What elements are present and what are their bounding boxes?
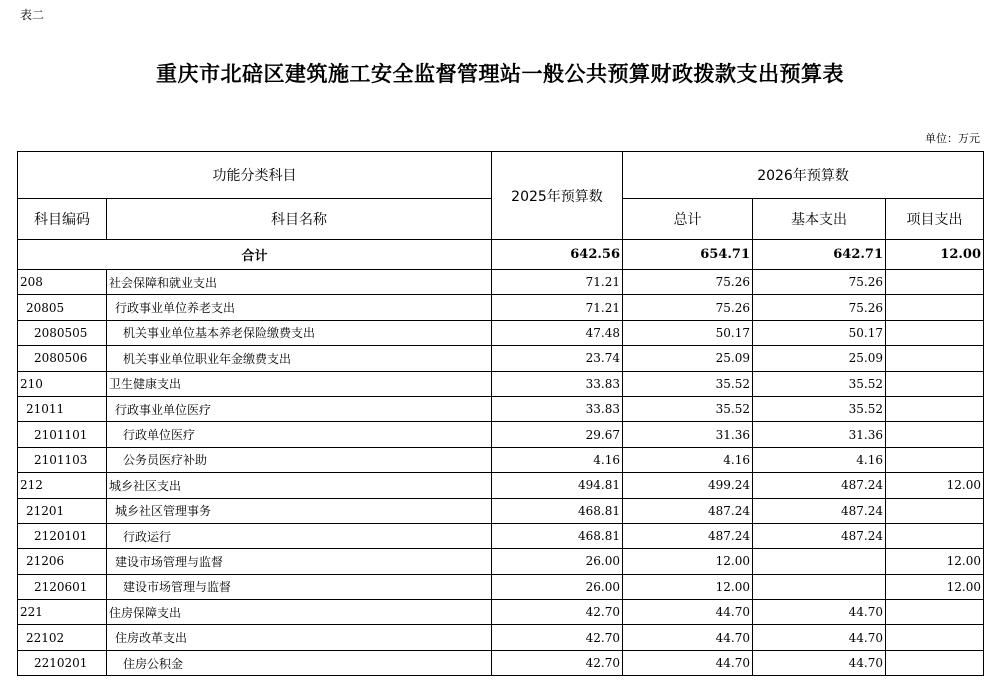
header-budget-2026: 2026年预算数 — [623, 152, 984, 199]
cell-2026-project — [886, 346, 984, 371]
cell-name: 卫生健康支出 — [107, 371, 492, 396]
cell-name: 城乡社区支出 — [107, 473, 492, 498]
cell-2026-basic — [753, 574, 886, 599]
cell-budget-2025: 33.83 — [492, 371, 623, 396]
cell-2026-total: 35.52 — [623, 396, 753, 421]
cell-2026-basic: 487.24 — [753, 523, 886, 548]
cell-name: 机关事业单位职业年金缴费支出 — [107, 346, 492, 371]
cell-code: 2120601 — [18, 574, 107, 599]
page-title: 重庆市北碚区建筑施工安全监督管理站一般公共预算财政拨款支出预算表 — [156, 61, 844, 86]
cell-2026-basic: 487.24 — [753, 473, 886, 498]
cell-2026-basic: 75.26 — [753, 270, 886, 295]
table-row — [18, 295, 984, 320]
cell-2026-project — [886, 523, 984, 548]
cell-code: 21201 — [18, 498, 107, 523]
cell-2026-project — [886, 295, 984, 320]
unit-label: 单位：万元 — [925, 132, 980, 145]
cell-2026-total: 25.09 — [623, 346, 753, 371]
cell-name: 行政运行 — [107, 523, 492, 548]
header-func-category: 功能分类科目 — [18, 152, 492, 199]
cell-budget-2025: 23.74 — [492, 346, 623, 371]
cell-2026-project — [886, 498, 984, 523]
header-code: 科目编码 — [18, 199, 107, 240]
cell-code: 221 — [18, 600, 107, 625]
cell-code: 21011 — [18, 396, 107, 421]
cell-2026-project — [886, 396, 984, 421]
cell-2026-total: 12.00 — [623, 574, 753, 599]
cell-2026-basic: 44.70 — [753, 650, 886, 675]
cell-2026-basic: 50.17 — [753, 320, 886, 345]
document-label: 表二 — [20, 8, 45, 22]
header-basic: 基本支出 — [753, 199, 886, 240]
cell-code: 2080506 — [18, 346, 107, 371]
table-row — [18, 523, 984, 548]
table-row — [18, 625, 984, 650]
header-total: 总计 — [623, 199, 753, 240]
table-row — [18, 447, 984, 472]
cell-name: 建设市场管理与监督 — [107, 549, 492, 574]
cell-code: 2080505 — [18, 320, 107, 345]
cell-2026-total: 31.36 — [623, 422, 753, 447]
cell-name: 行政事业单位养老支出 — [107, 295, 492, 320]
cell-code: 21206 — [18, 549, 107, 574]
cell-budget-2025: 33.83 — [492, 396, 623, 421]
cell-2026-total: 44.70 — [623, 650, 753, 675]
cell-2026-project — [886, 320, 984, 345]
cell-code: 2101103 — [18, 447, 107, 472]
cell-budget-2025: 468.81 — [492, 498, 623, 523]
cell-2026-project — [886, 600, 984, 625]
table-row — [18, 498, 984, 523]
total-2026-total: 654.71 — [623, 240, 753, 270]
header-budget-2025: 2025年预算数 — [492, 152, 623, 240]
cell-budget-2025: 71.21 — [492, 295, 623, 320]
header-project: 项目支出 — [886, 199, 984, 240]
cell-budget-2025: 468.81 — [492, 523, 623, 548]
table-row — [18, 371, 984, 396]
cell-budget-2025: 26.00 — [492, 574, 623, 599]
cell-2026-basic: 4.16 — [753, 447, 886, 472]
cell-2026-total: 4.16 — [623, 447, 753, 472]
total-row — [18, 240, 984, 270]
cell-2026-project: 12.00 — [886, 473, 984, 498]
cell-2026-total: 12.00 — [623, 549, 753, 574]
table-row — [18, 320, 984, 345]
cell-code: 2210201 — [18, 650, 107, 675]
cell-2026-total: 50.17 — [623, 320, 753, 345]
cell-2026-project — [886, 650, 984, 675]
table-row — [18, 270, 984, 295]
cell-budget-2025: 47.48 — [492, 320, 623, 345]
table-row — [18, 549, 984, 574]
total-label: 合计 — [18, 240, 492, 270]
table-row — [18, 600, 984, 625]
table-row — [18, 473, 984, 498]
cell-code: 22102 — [18, 625, 107, 650]
cell-name: 公务员医疗补助 — [107, 447, 492, 472]
cell-2026-basic: 44.70 — [753, 600, 886, 625]
cell-budget-2025: 29.67 — [492, 422, 623, 447]
cell-name: 行政事业单位医疗 — [107, 396, 492, 421]
cell-name: 建设市场管理与监督 — [107, 574, 492, 599]
cell-2026-basic: 31.36 — [753, 422, 886, 447]
cell-budget-2025: 494.81 — [492, 473, 623, 498]
cell-budget-2025: 42.70 — [492, 650, 623, 675]
cell-budget-2025: 42.70 — [492, 600, 623, 625]
cell-budget-2025: 42.70 — [492, 625, 623, 650]
cell-2026-project — [886, 625, 984, 650]
cell-name: 城乡社区管理事务 — [107, 498, 492, 523]
cell-2026-basic: 35.52 — [753, 396, 886, 421]
cell-2026-project — [886, 270, 984, 295]
cell-2026-project — [886, 447, 984, 472]
cell-2026-basic: 44.70 — [753, 625, 886, 650]
cell-code: 2120101 — [18, 523, 107, 548]
cell-2026-total: 499.24 — [623, 473, 753, 498]
cell-name: 机关事业单位基本养老保险缴费支出 — [107, 320, 492, 345]
cell-2026-basic: 487.24 — [753, 498, 886, 523]
cell-2026-total: 75.26 — [623, 295, 753, 320]
cell-name: 住房公积金 — [107, 650, 492, 675]
table-row — [18, 422, 984, 447]
cell-code: 208 — [18, 270, 107, 295]
cell-2026-basic — [753, 549, 886, 574]
cell-2026-basic: 25.09 — [753, 346, 886, 371]
cell-code: 2101101 — [18, 422, 107, 447]
total-2026-basic: 642.71 — [753, 240, 886, 270]
cell-code: 212 — [18, 473, 107, 498]
cell-name: 社会保障和就业支出 — [107, 270, 492, 295]
header-name: 科目名称 — [107, 199, 492, 240]
table-row — [18, 396, 984, 421]
cell-2026-project: 12.00 — [886, 574, 984, 599]
cell-2026-project — [886, 371, 984, 396]
cell-code: 210 — [18, 371, 107, 396]
table-row — [18, 346, 984, 371]
cell-2026-total: 487.24 — [623, 498, 753, 523]
cell-2026-project: 12.00 — [886, 549, 984, 574]
cell-name: 住房保障支出 — [107, 600, 492, 625]
cell-2026-basic: 35.52 — [753, 371, 886, 396]
cell-name: 行政单位医疗 — [107, 422, 492, 447]
cell-budget-2025: 71.21 — [492, 270, 623, 295]
total-2025: 642.56 — [492, 240, 623, 270]
cell-budget-2025: 4.16 — [492, 447, 623, 472]
cell-2026-basic: 75.26 — [753, 295, 886, 320]
table-row — [18, 650, 984, 675]
cell-2026-total: 75.26 — [623, 270, 753, 295]
cell-code: 20805 — [18, 295, 107, 320]
cell-2026-project — [886, 422, 984, 447]
cell-2026-total: 35.52 — [623, 371, 753, 396]
cell-2026-total: 44.70 — [623, 600, 753, 625]
cell-budget-2025: 26.00 — [492, 549, 623, 574]
cell-2026-total: 487.24 — [623, 523, 753, 548]
cell-name: 住房改革支出 — [107, 625, 492, 650]
table-row — [18, 574, 984, 599]
total-2026-project: 12.00 — [886, 240, 984, 270]
cell-2026-total: 44.70 — [623, 625, 753, 650]
budget-table — [17, 151, 984, 676]
